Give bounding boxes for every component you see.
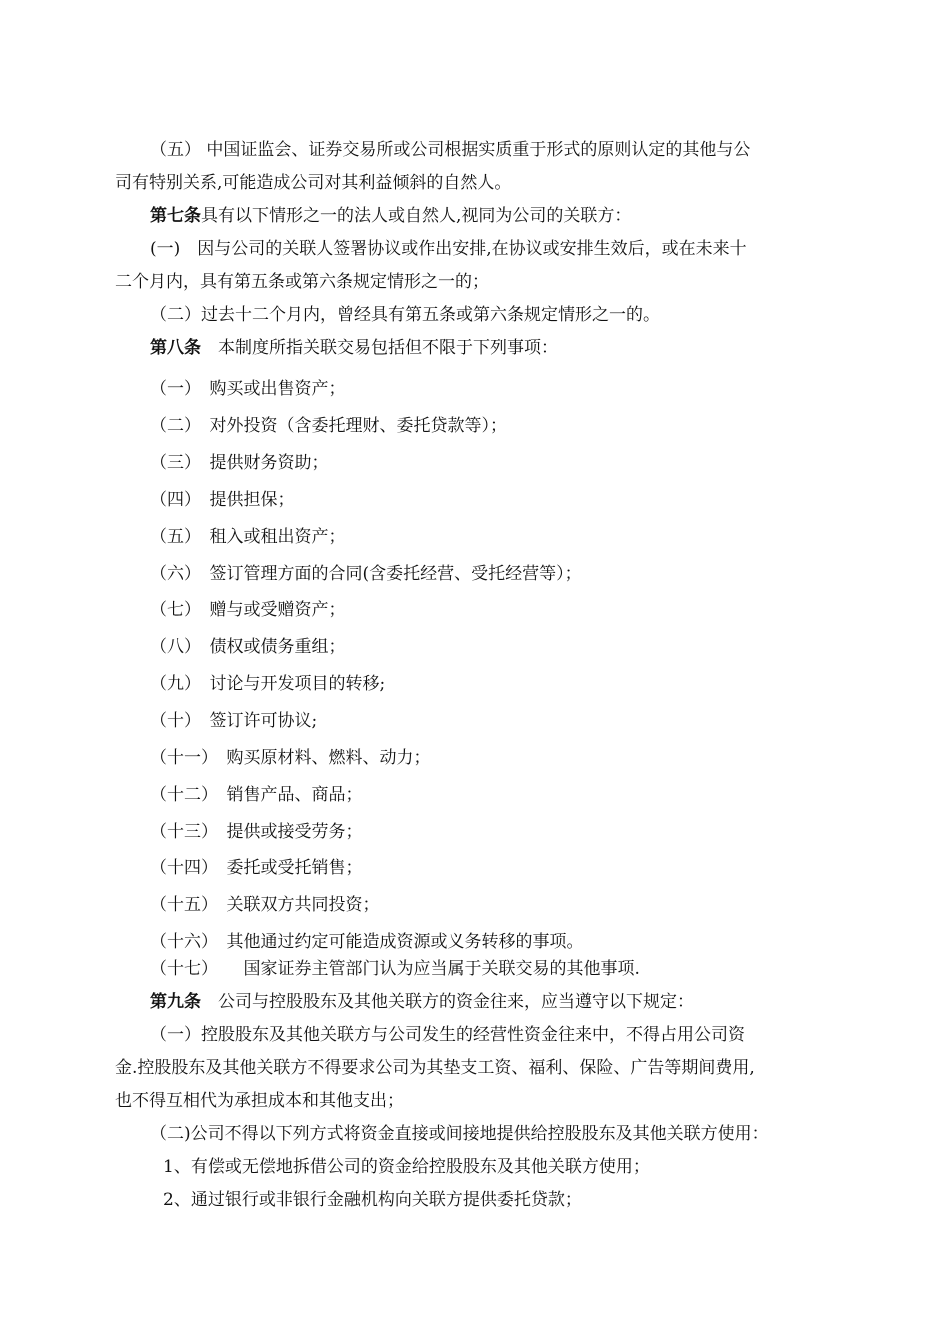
art8-item: （六） 签订管理方面的合同(含委托经营、受托经营等）； <box>150 564 582 584</box>
article-9-text: 公司与控股股东及其他关联方的资金往来，应当遵守以下规定： <box>201 992 694 1012</box>
art9-item1-line1: （一）控股股东及其他关联方与公司发生的经营性资金往来中，不得占用公司资 <box>150 1025 745 1045</box>
art8-item: （八） 债权或债务重组； <box>150 637 346 657</box>
article-7 <box>150 206 631 226</box>
article-7-title: 第七条 <box>150 206 201 226</box>
art8-item: （二） 对外投资（含委托理财、委托贷款等）； <box>150 416 507 436</box>
art8-item: （十四） 委托或受托销售； <box>150 858 363 878</box>
art8-item: （一） 购买或出售资产； <box>150 379 346 399</box>
art9-sub2: 2、通过银行或非银行金融机构向关联方提供委托贷款； <box>163 1190 582 1210</box>
art8-item: （四） 提供担保； <box>150 490 295 510</box>
art8-item: （十三） 提供或接受劳务； <box>150 822 363 842</box>
art8-item: （十一） 购买原材料、燃料、动力； <box>150 748 431 768</box>
item5-line2: 司有特别关系,可能造成公司对其利益倾斜的自然人。 <box>115 173 512 193</box>
art7-item1-line1: (一) 因与公司的关联人签署协议或作出安排,在协议或安排生效后，或在未来十 <box>150 239 747 259</box>
article-8-title: 第八条 <box>150 338 201 358</box>
art9-item1-line2: 金.控股股东及其他关联方不得要求公司为其垫支工资、福利、保险、广告等期间费用, <box>115 1058 755 1078</box>
art7-item2: （二）过去十二个月内，曾经具有第五条或第六条规定情形之一的。 <box>150 305 660 325</box>
article-7-text: 具有以下情形之一的法人或自然人,视同为公司的关联方： <box>201 206 632 226</box>
art8-item: （十二） 销售产品、商品； <box>150 785 363 805</box>
art8-item: （十七） 国家证券主管部门认为应当属于关联交易的其他事项. <box>150 959 640 979</box>
article-8-text: 本制度所指关联交易包括但不限于下列事项： <box>201 338 558 358</box>
art7-item1-line2: 二个月内，具有第五条或第六条规定情形之一的； <box>115 272 489 292</box>
art9-sub1: 1、有偿或无偿地拆借公司的资金给控股股东及其他关联方使用； <box>163 1157 650 1177</box>
art8-item: （五） 租入或租出资产； <box>150 527 346 547</box>
art8-item: （十） 签订许可协议; <box>150 711 318 731</box>
art9-item1-line3: 也不得互相代为承担成本和其他支出； <box>115 1091 404 1111</box>
art8-item: （十六） 其他通过约定可能造成资源或义务转移的事项。 <box>150 932 584 952</box>
art8-item: （七） 赠与或受赠资产； <box>150 600 346 620</box>
item5-line1: （五） 中国证监会、证券交易所或公司根据实质重于形式的原则认定的其他与公 <box>150 140 751 160</box>
art8-item: （三） 提供财务资助； <box>150 453 329 473</box>
art8-item: （十五） 关联双方共同投资； <box>150 895 380 915</box>
article-9-title: 第九条 <box>150 992 201 1012</box>
art9-item2: （二)公司不得以下列方式将资金直接或间接地提供给控股股东及其他关联方使用： <box>150 1124 769 1144</box>
article-9 <box>150 992 694 1012</box>
art8-item: （九） 讨论与开发项目的转移; <box>150 674 386 694</box>
article-8 <box>150 338 558 358</box>
